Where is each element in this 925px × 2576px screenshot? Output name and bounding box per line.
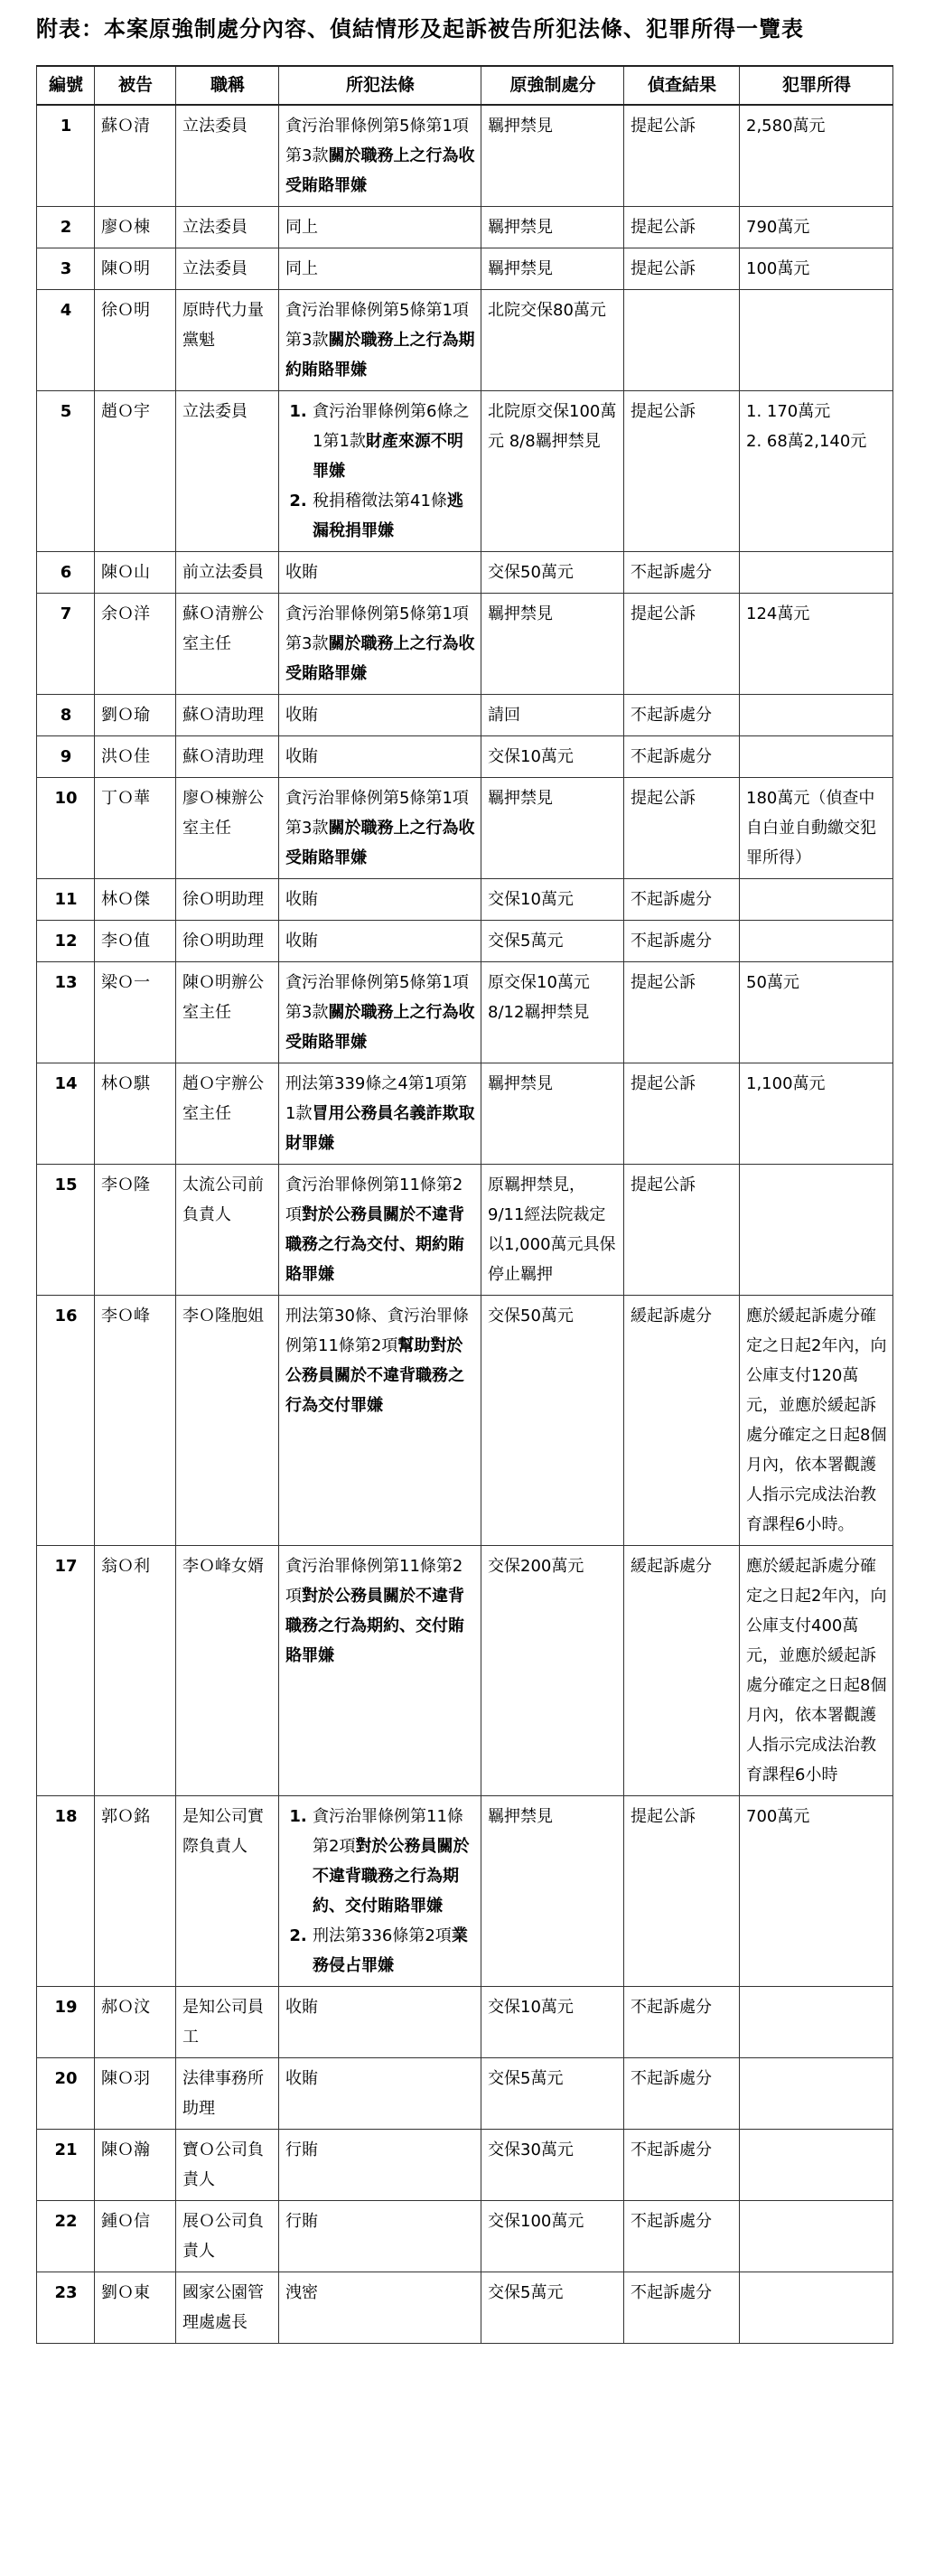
cell-no: 10 — [37, 778, 95, 879]
table-row — [37, 1796, 893, 1987]
cell-law — [279, 1987, 481, 2058]
cell-gain — [740, 391, 893, 552]
cell-measure: 羈押禁見 — [481, 207, 624, 248]
header-defendant: 被告 — [95, 66, 176, 105]
table-row — [37, 778, 893, 879]
cell-title: 廖Ｏ棟辦公室主任 — [176, 778, 279, 879]
cell-defendant: 李Ｏ峰 — [95, 1296, 176, 1546]
cell-gain: 1,100萬元 — [740, 1063, 893, 1165]
law-list — [285, 1802, 475, 1981]
cell-measure: 羈押禁見 — [481, 1796, 624, 1987]
cell-defendant: 李Ｏ隆 — [95, 1165, 176, 1296]
table-row — [37, 921, 893, 962]
cell-no: 23 — [37, 2272, 95, 2344]
cell-gain — [740, 1987, 893, 2058]
cell-title: 蘇Ｏ清助理 — [176, 736, 279, 778]
cell-measure: 交保200萬元 — [481, 1546, 624, 1796]
cell-result: 不起訴處分 — [624, 695, 740, 736]
table-row — [37, 552, 893, 594]
cell-law — [279, 2201, 481, 2272]
cell-gain: 50萬元 — [740, 962, 893, 1063]
cell-measure: 交保50萬元 — [481, 552, 624, 594]
cell-title: 法律事務所助理 — [176, 2058, 279, 2130]
cell-law — [279, 695, 481, 736]
cell-defendant: 趙Ｏ宇 — [95, 391, 176, 552]
law-text: 收賄 — [285, 2069, 318, 2088]
law-text: 行賄 — [285, 2212, 318, 2231]
cell-no: 7 — [37, 594, 95, 695]
header-gain: 犯罪所得 — [740, 66, 893, 105]
cell-measure: 交保10萬元 — [481, 879, 624, 921]
cell-result: 提起公訴 — [624, 1796, 740, 1987]
page-title: 附表：本案原強制處分內容、偵結情形及起訴被告所犯法條、犯罪所得一覽表 — [36, 16, 804, 42]
table-row — [37, 695, 893, 736]
cell-measure: 羈押禁見 — [481, 105, 624, 207]
cell-defendant: 陳Ｏ山 — [95, 552, 176, 594]
law-text: 貪污治罪條例第11條第2項 — [285, 1176, 463, 1224]
cell-measure: 請回 — [481, 695, 624, 736]
law-text: 稅捐稽徵法第41條 — [313, 492, 447, 511]
cell-law — [279, 1165, 481, 1296]
cell-law — [279, 2272, 481, 2344]
law-text: 收賄 — [285, 563, 318, 582]
table-row — [37, 290, 893, 391]
cell-defendant: 陳Ｏ明 — [95, 248, 176, 290]
cell-defendant: 李Ｏ值 — [95, 921, 176, 962]
cell-no: 2 — [37, 207, 95, 248]
cell-measure: 交保5萬元 — [481, 921, 624, 962]
law-text: 同上 — [285, 259, 318, 278]
cell-measure: 北院交保80萬元 — [481, 290, 624, 391]
cell-no: 15 — [37, 1165, 95, 1296]
cell-no: 5 — [37, 391, 95, 552]
cell-result: 不起訴處分 — [624, 2272, 740, 2344]
cell-measure: 原羈押禁見，9/11經法院裁定以1,000萬元具保停止羈押 — [481, 1165, 624, 1296]
cell-defendant: 丁Ｏ華 — [95, 778, 176, 879]
cell-title: 蘇Ｏ清助理 — [176, 695, 279, 736]
cell-result: 緩起訴處分 — [624, 1546, 740, 1796]
cases-table — [36, 65, 893, 2344]
law-text: 貪污治罪條例第6條之1第1款 — [313, 402, 470, 451]
table-row — [37, 962, 893, 1063]
law-text: 收賄 — [285, 1998, 318, 2017]
table-row — [37, 105, 893, 207]
cell-law — [279, 290, 481, 391]
cell-law — [279, 105, 481, 207]
law-list-item — [313, 397, 475, 486]
law-charge: 對於公務員關於不違背職務之行為交付、期約賄賂罪嫌 — [285, 1205, 464, 1284]
law-charge: 冒用公務員名義詐欺取財罪嫌 — [285, 1104, 475, 1153]
cell-law — [279, 1546, 481, 1796]
cell-result — [624, 290, 740, 391]
cell-defendant: 陳Ｏ羽 — [95, 2058, 176, 2130]
cell-defendant: 郝Ｏ汶 — [95, 1987, 176, 2058]
cell-measure: 交保30萬元 — [481, 2130, 624, 2201]
law-text: 貪污治罪條例第11條第2項 — [285, 1557, 463, 1606]
cell-defendant: 陳Ｏ瀚 — [95, 2130, 176, 2201]
cell-defendant: 蘇Ｏ清 — [95, 105, 176, 207]
cell-gain: 180萬元（偵查中自白並自動繳交犯罪所得） — [740, 778, 893, 879]
cell-no: 18 — [37, 1796, 95, 1987]
law-text: 貪污治罪條例第5條第1項第3款 — [285, 604, 469, 653]
cell-no: 22 — [37, 2201, 95, 2272]
law-list-item — [313, 486, 475, 546]
cell-no: 1 — [37, 105, 95, 207]
law-charge: 關於職務上之行為收受賄賂罪嫌 — [285, 634, 475, 683]
law-charge: 關於職務上之行為收受賄賂罪嫌 — [285, 819, 475, 867]
cell-gain — [740, 921, 893, 962]
cell-result: 提起公訴 — [624, 207, 740, 248]
cell-gain — [740, 290, 893, 391]
law-text: 同上 — [285, 218, 318, 237]
law-list-item — [313, 1802, 475, 1921]
law-text: 收賄 — [285, 890, 318, 909]
cell-law — [279, 1296, 481, 1546]
cell-defendant: 廖Ｏ棟 — [95, 207, 176, 248]
cell-title: 立法委員 — [176, 207, 279, 248]
law-text: 洩密 — [285, 2283, 318, 2302]
cell-defendant: 翁Ｏ利 — [95, 1546, 176, 1796]
law-charge: 對於公務員關於不違背職務之行為期約、交付賄賂罪嫌 — [285, 1587, 464, 1665]
cell-measure: 原交保10萬元 8/12羈押禁見 — [481, 962, 624, 1063]
cell-no: 20 — [37, 2058, 95, 2130]
cell-result: 緩起訴處分 — [624, 1296, 740, 1546]
law-charge: 財產來源不明罪嫌 — [313, 432, 463, 481]
cell-result: 不起訴處分 — [624, 2058, 740, 2130]
law-charge: 對於公務員關於不違背職務之行為期約、交付賄賂罪嫌 — [313, 1837, 470, 1916]
cell-title: 李Ｏ隆胞姐 — [176, 1296, 279, 1546]
table-row — [37, 1165, 893, 1296]
cell-law — [279, 248, 481, 290]
law-text: 收賄 — [285, 747, 318, 766]
law-text: 刑法第336條第2項 — [313, 1926, 452, 1945]
cell-result: 不起訴處分 — [624, 2130, 740, 2201]
law-text: 刑法第30條、貪污治罪條例第11條第2項 — [285, 1307, 469, 1355]
cell-defendant: 劉Ｏ東 — [95, 2272, 176, 2344]
cell-title: 展Ｏ公司負責人 — [176, 2201, 279, 2272]
cell-defendant: 余Ｏ洋 — [95, 594, 176, 695]
law-charge: 業務侵占罪嫌 — [313, 1926, 468, 1975]
gain-item: 1. 170萬元 — [746, 402, 831, 421]
cell-measure: 交保10萬元 — [481, 736, 624, 778]
cell-measure: 交保10萬元 — [481, 1987, 624, 2058]
cell-no: 3 — [37, 248, 95, 290]
law-text: 收賄 — [285, 932, 318, 951]
cell-defendant: 劉Ｏ瑜 — [95, 695, 176, 736]
cell-gain: 700萬元 — [740, 1796, 893, 1987]
gain-item: 2. 68萬2,140元 — [746, 432, 867, 451]
cell-gain: 2,580萬元 — [740, 105, 893, 207]
cell-result: 不起訴處分 — [624, 879, 740, 921]
cell-gain — [740, 736, 893, 778]
cell-law — [279, 736, 481, 778]
law-text: 刑法第339條之4第1項第1款 — [285, 1074, 468, 1123]
cell-defendant: 梁Ｏ一 — [95, 962, 176, 1063]
table-row — [37, 736, 893, 778]
cell-law — [279, 2058, 481, 2130]
cell-measure: 羈押禁見 — [481, 594, 624, 695]
cell-law — [279, 391, 481, 552]
cell-title: 徐Ｏ明助理 — [176, 921, 279, 962]
table-row — [37, 1546, 893, 1796]
cell-measure: 交保5萬元 — [481, 2272, 624, 2344]
law-text: 貪污治罪條例第11條第2項 — [313, 1807, 463, 1856]
cell-title: 徐Ｏ明助理 — [176, 879, 279, 921]
cell-result: 不起訴處分 — [624, 2201, 740, 2272]
law-list-item — [313, 1921, 475, 1981]
cell-law — [279, 879, 481, 921]
cell-gain: 應於緩起訴處分確定之日起2年內，向公庫支付400萬元，並應於緩起訴處分確定之日起8個月內，依本署觀護人指示完成法治教育課程6小時 — [740, 1546, 893, 1796]
cell-gain: 100萬元 — [740, 248, 893, 290]
law-charge: 關於職務上之行為收受賄賂罪嫌 — [285, 146, 475, 195]
cell-title: 原時代力量黨魁 — [176, 290, 279, 391]
header-title: 職稱 — [176, 66, 279, 105]
cell-title: 前立法委員 — [176, 552, 279, 594]
cell-gain — [740, 695, 893, 736]
law-text: 行賄 — [285, 2140, 318, 2159]
cell-defendant: 鍾Ｏ信 — [95, 2201, 176, 2272]
cell-result: 不起訴處分 — [624, 921, 740, 962]
cell-law — [279, 962, 481, 1063]
law-text: 貪污治罪條例第5條第1項第3款 — [285, 301, 469, 350]
cell-law — [279, 1063, 481, 1165]
cell-defendant: 林Ｏ騏 — [95, 1063, 176, 1165]
table-row — [37, 879, 893, 921]
cell-defendant: 洪Ｏ佳 — [95, 736, 176, 778]
table-row — [37, 1296, 893, 1546]
cell-result: 不起訴處分 — [624, 736, 740, 778]
law-text: 貪污治罪條例第5條第1項第3款 — [285, 789, 469, 838]
cell-title: 蘇Ｏ清辦公室主任 — [176, 594, 279, 695]
cell-law — [279, 2130, 481, 2201]
cell-defendant: 徐Ｏ明 — [95, 290, 176, 391]
law-list — [285, 397, 475, 546]
table-body — [37, 105, 893, 2344]
cell-measure: 北院原交保100萬元 8/8羈押禁見 — [481, 391, 624, 552]
table-row — [37, 2130, 893, 2201]
table-row — [37, 1063, 893, 1165]
cell-gain — [740, 552, 893, 594]
cell-gain: 790萬元 — [740, 207, 893, 248]
cell-title: 太流公司前負責人 — [176, 1165, 279, 1296]
cell-no: 21 — [37, 2130, 95, 2201]
cell-result: 提起公訴 — [624, 962, 740, 1063]
header-no: 編號 — [37, 66, 95, 105]
cell-gain: 應於緩起訴處分確定之日起2年內，向公庫支付120萬元，並應於緩起訴處分確定之日起8個月內，依本署觀護人指示完成法治教育課程6小時。 — [740, 1296, 893, 1546]
cell-result: 提起公訴 — [624, 1165, 740, 1296]
cell-title: 立法委員 — [176, 391, 279, 552]
table-row — [37, 2058, 893, 2130]
law-charge: 關於職務上之行為收受賄賂罪嫌 — [285, 1003, 475, 1052]
table-row — [37, 207, 893, 248]
cell-law — [279, 594, 481, 695]
header-law: 所犯法條 — [279, 66, 481, 105]
header-result: 偵查結果 — [624, 66, 740, 105]
cell-gain — [740, 2201, 893, 2272]
law-charge: 逃漏稅捐罪嫌 — [313, 492, 463, 540]
cell-gain — [740, 2130, 893, 2201]
cell-law — [279, 1796, 481, 1987]
cell-title: 立法委員 — [176, 248, 279, 290]
table-row — [37, 594, 893, 695]
cell-measure: 交保100萬元 — [481, 2201, 624, 2272]
cell-result: 提起公訴 — [624, 778, 740, 879]
table-row — [37, 391, 893, 552]
cell-gain: 124萬元 — [740, 594, 893, 695]
cell-measure: 交保5萬元 — [481, 2058, 624, 2130]
cell-title: 是知公司員工 — [176, 1987, 279, 2058]
law-charge: 關於職務上之行為期約賄賂罪嫌 — [285, 331, 475, 379]
cell-measure: 羈押禁見 — [481, 1063, 624, 1165]
cell-no: 8 — [37, 695, 95, 736]
cell-no: 13 — [37, 962, 95, 1063]
cell-title: 陳Ｏ明辦公室主任 — [176, 962, 279, 1063]
law-text: 貪污治罪條例第5條第1項第3款 — [285, 973, 469, 1022]
cell-measure: 羈押禁見 — [481, 778, 624, 879]
cell-law — [279, 552, 481, 594]
cell-result: 不起訴處分 — [624, 552, 740, 594]
table-header-row — [37, 66, 893, 105]
cell-title: 立法委員 — [176, 105, 279, 207]
cell-title: 國家公園管理處處長 — [176, 2272, 279, 2344]
table-row — [37, 1987, 893, 2058]
cell-gain — [740, 2058, 893, 2130]
cell-result: 提起公訴 — [624, 391, 740, 552]
law-charge: 幫助對於公務員關於不違背職務之行為交付罪嫌 — [285, 1336, 464, 1415]
cell-law — [279, 207, 481, 248]
cell-result: 提起公訴 — [624, 105, 740, 207]
header-measure: 原強制處分 — [481, 66, 624, 105]
cell-no: 6 — [37, 552, 95, 594]
cell-gain — [740, 1165, 893, 1296]
cell-no: 17 — [37, 1546, 95, 1796]
table-row — [37, 2272, 893, 2344]
cell-result: 提起公訴 — [624, 1063, 740, 1165]
cell-measure: 羈押禁見 — [481, 248, 624, 290]
cell-no: 19 — [37, 1987, 95, 2058]
cell-no: 16 — [37, 1296, 95, 1546]
cell-result: 不起訴處分 — [624, 1987, 740, 2058]
cell-defendant: 林Ｏ傑 — [95, 879, 176, 921]
cell-defendant: 郭Ｏ銘 — [95, 1796, 176, 1987]
cell-result: 提起公訴 — [624, 594, 740, 695]
cell-law — [279, 778, 481, 879]
cell-title: 是知公司實際負責人 — [176, 1796, 279, 1987]
cell-title: 趙Ｏ宇辦公室主任 — [176, 1063, 279, 1165]
cell-result: 提起公訴 — [624, 248, 740, 290]
cell-law — [279, 921, 481, 962]
cell-no: 4 — [37, 290, 95, 391]
cell-no: 14 — [37, 1063, 95, 1165]
table-row — [37, 2201, 893, 2272]
table-row — [37, 248, 893, 290]
law-text: 貪污治罪條例第5條第1項第3款 — [285, 117, 469, 165]
cell-gain — [740, 2272, 893, 2344]
cell-gain — [740, 879, 893, 921]
law-text: 收賄 — [285, 706, 318, 725]
cell-title: 李Ｏ峰女婿 — [176, 1546, 279, 1796]
cell-title: 寶Ｏ公司負責人 — [176, 2130, 279, 2201]
cell-no: 11 — [37, 879, 95, 921]
cell-no: 9 — [37, 736, 95, 778]
cell-measure: 交保50萬元 — [481, 1296, 624, 1546]
cell-no: 12 — [37, 921, 95, 962]
